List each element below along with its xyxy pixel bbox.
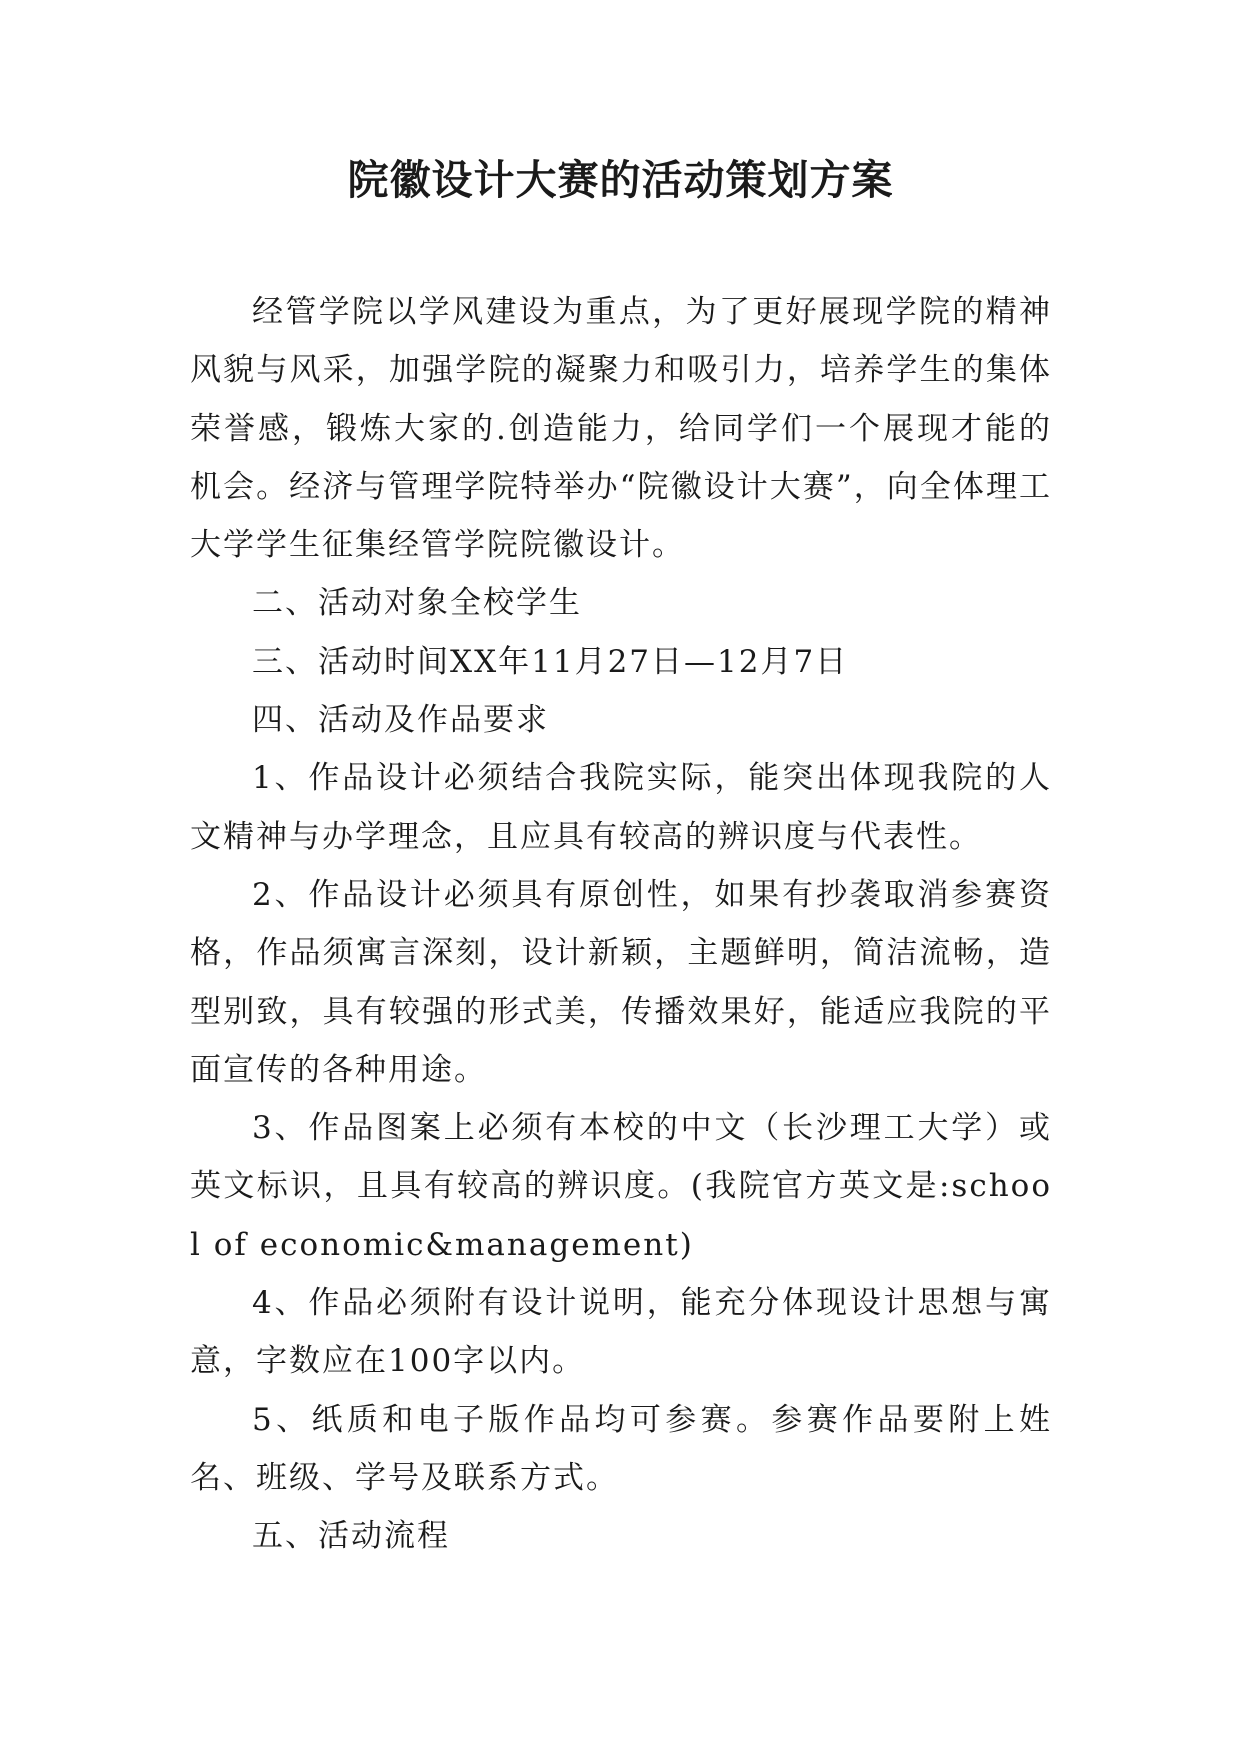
document-title: 院徽设计大赛的活动策划方案 [347,156,894,204]
section-process-heading: 五、活动流程 [252,1518,450,1555]
requirement-item-4: 4、作品必须附有设计说明，能充分体现设计思想与寓意，字数应在100字以内。 [190,1285,1052,1380]
requirement-item-3: 3、作品图案上必须有本校的中文（长沙理工大学）或英文标识，且具有较高的辨识度。(我院官方英文是:school of economic&management) [190,1110,1052,1263]
section-participants: 二、活动对象全校学生 [252,585,582,622]
document-body [190,283,1052,1566]
requirement-item-5: 5、纸质和电子版作品均可参赛。参赛作品要附上姓名、班级、学号及联系方式。 [190,1401,1052,1496]
requirement-item-2: 2、作品设计必须具有原创性，如果有抄袭取消参赛资格，作品须寓言深刻，设计新颖，主题鲜明，简洁流畅，造型别致，具有较强的形式美，传播效果好，能适应我院的平面宣传的各种用途。 [190,876,1052,1088]
section-requirements-heading: 四、活动及作品要求 [252,702,549,739]
section-time: 三、活动时间XX年11月27日—12月7日 [252,643,849,680]
requirement-item-1: 1、作品设计必须结合我院实际，能突出体现我院的人文精神与办学理念，且应具有较高的辨识度与代表性。 [190,760,1052,855]
intro-paragraph: 经管学院以学风建设为重点，为了更好展现学院的精神风貌与风采，加强学院的凝聚力和吸引力，培养学生的集体荣誉感，锻炼大家的.创造能力，给同学们一个展现才能的机会。经济与管理学院特举办“院徽设计大赛”，向全体理工大学学生征集经管学院院徽设计。 [190,294,1052,564]
